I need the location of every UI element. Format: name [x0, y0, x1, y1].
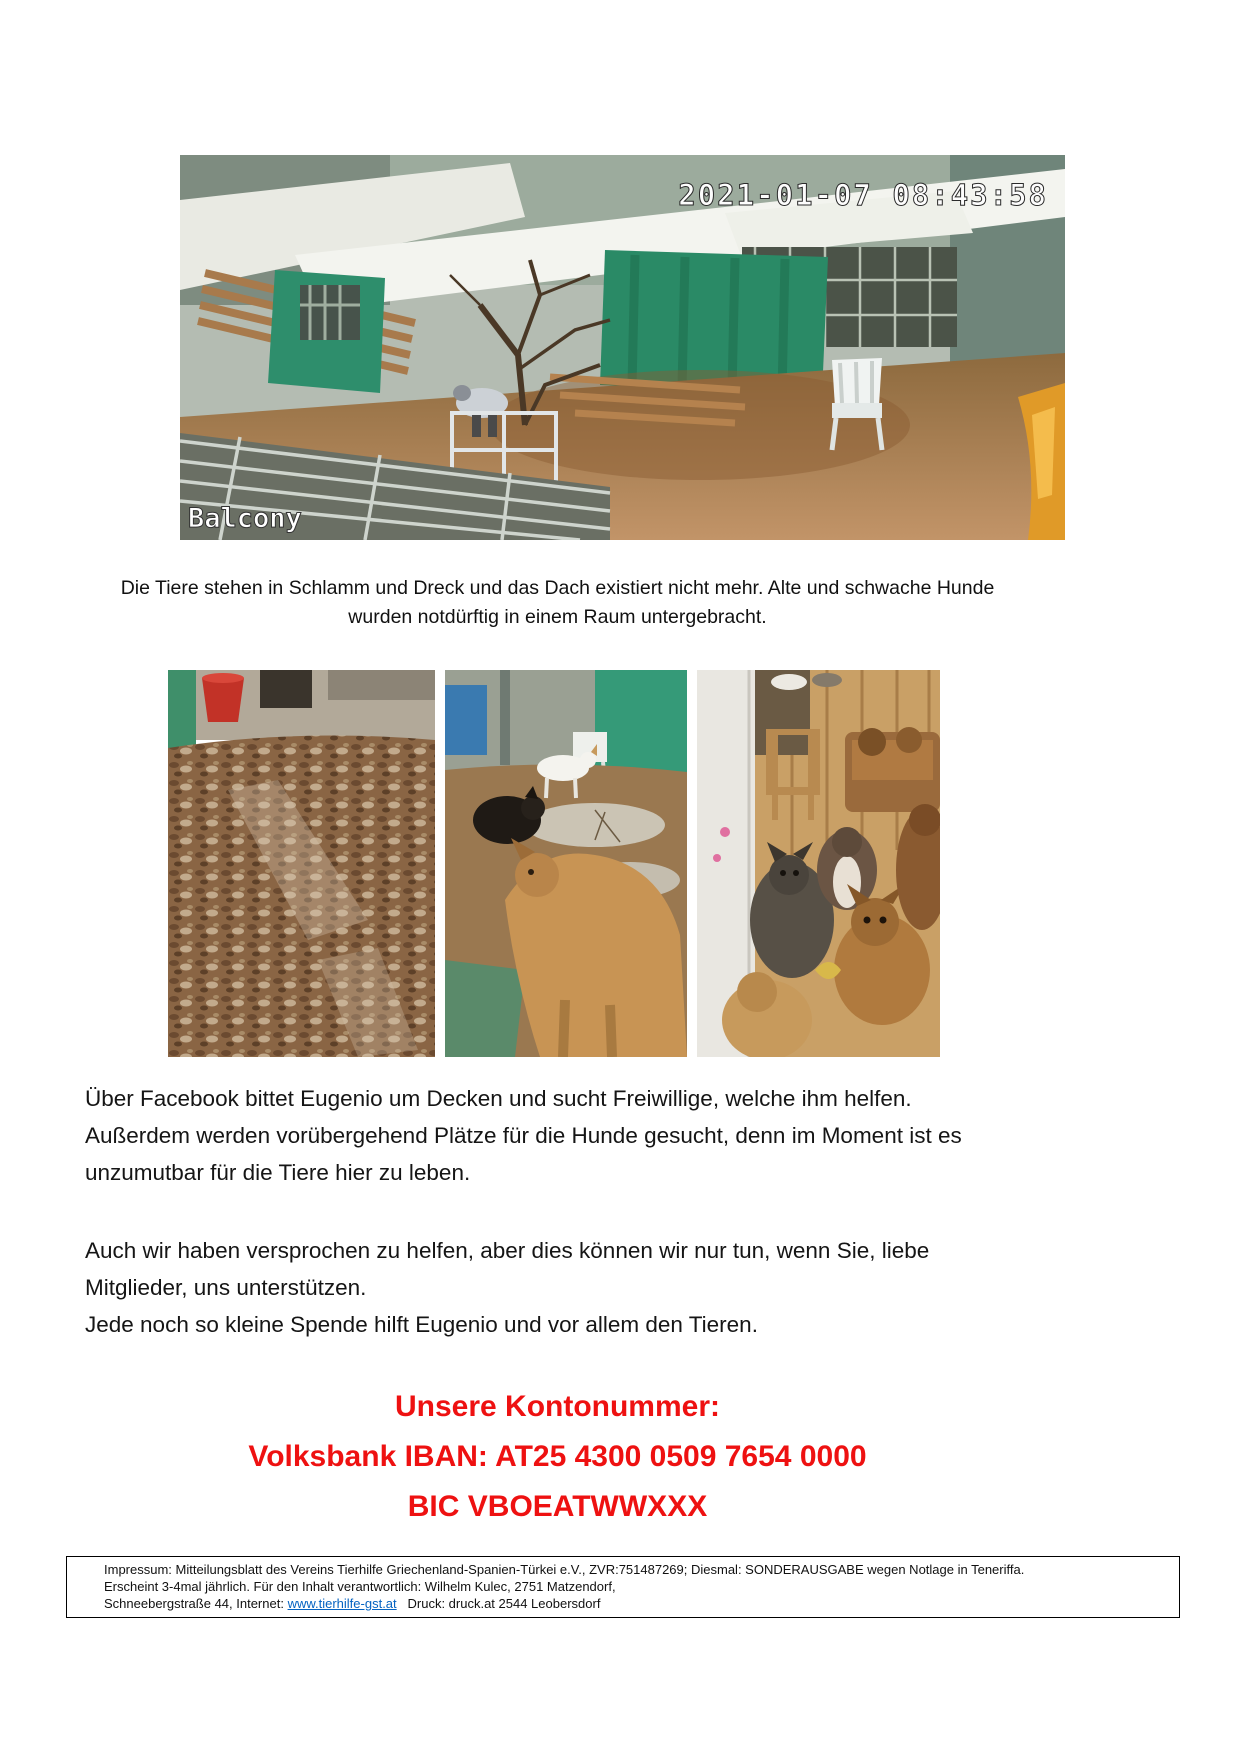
- pole: [500, 670, 510, 765]
- photo-caption: [85, 574, 1030, 632]
- red-bucket: [202, 673, 244, 722]
- donation-account-block: [85, 1382, 1030, 1532]
- armchair-with-dogs: [845, 727, 940, 812]
- cat-on-shelf: [812, 673, 842, 687]
- donation-heading: Unsere Kontonummer:: [394, 1390, 721, 1423]
- cctv-scene: [180, 155, 1065, 540]
- impressum-line2: Erscheint 3-4mal jährlich. Für den Inhalt verantwortlich: Wilhelm Kulec, 2751 Matzendorf,: [104, 1579, 616, 1594]
- photo-strip: [168, 670, 940, 1057]
- impressum-line3: [104, 1595, 1169, 1612]
- caption-line: Die Tiere stehen in Schlamm und Dreck und das Dach existiert nicht mehr. Alte und schwache Hunde: [120, 577, 995, 599]
- blue-object: [445, 685, 487, 755]
- green-net-edge: [168, 670, 196, 755]
- puddle: [525, 803, 665, 847]
- cctv-camera-label: Balcony: [188, 503, 302, 534]
- dark-object: [260, 670, 312, 708]
- caption-line: wurden notdürftig in einem Raum untergebracht.: [348, 606, 767, 628]
- text-line: unzumutbar für die Tiere hier zu leben.: [85, 1160, 471, 1185]
- impressum-box: [66, 1556, 1180, 1618]
- photo-dogs-indoors: [697, 670, 940, 1057]
- website-link[interactable]: www.tierhilfe-gst.at: [287, 1596, 397, 1611]
- impressum-line1: Impressum: Mitteilungsblatt des Vereins Tierhilfe Griechenland-Spanien-Türkei e.V., ZVR:751487269; Diesmal: SONDERAUSGABE wegen Notlage in Teneriffa.: [104, 1562, 1025, 1577]
- photo-muddy-yard-dogs: [445, 670, 687, 1057]
- pink-mark: [713, 854, 721, 862]
- green-mat: [445, 960, 525, 1057]
- impressum-line3-prefix: Schneebergstraße 44, Internet:: [104, 1596, 288, 1611]
- text-line: Über Facebook bittet Eugenio um Decken und sucht Freiwillige, welche ihm helfen.: [85, 1086, 912, 1111]
- donation-bic: BIC VBOEATWWXXX: [407, 1490, 708, 1523]
- paragraph-facebook-appeal: [85, 1080, 1085, 1191]
- pink-mark: [720, 827, 730, 837]
- cctv-photo: [180, 155, 1065, 540]
- text-line: Auch wir haben versprochen zu helfen, aber dies können wir nur tun, wenn Sie, liebe: [85, 1238, 930, 1263]
- text-line: Mitglieder, uns unterstützen.: [85, 1275, 367, 1300]
- cat-on-shelf: [771, 674, 807, 690]
- impressum-line3-suffix: Druck: druck.at 2544 Leobersdorf: [396, 1596, 601, 1611]
- photo-mud-closeup: [168, 670, 435, 1057]
- text-line: Jede noch so kleine Spende hilft Eugenio und vor allem den Tieren.: [85, 1312, 758, 1337]
- donation-iban: Volksbank IBAN: AT25 4300 0509 7654 0000: [248, 1440, 867, 1473]
- cctv-timestamp: 2021-01-07 08:43:58: [678, 178, 1048, 212]
- text-line: Außerdem werden vorübergehend Plätze für die Hunde gesucht, denn im Moment ist es: [85, 1123, 962, 1148]
- paragraph-donation-appeal: [85, 1232, 1085, 1343]
